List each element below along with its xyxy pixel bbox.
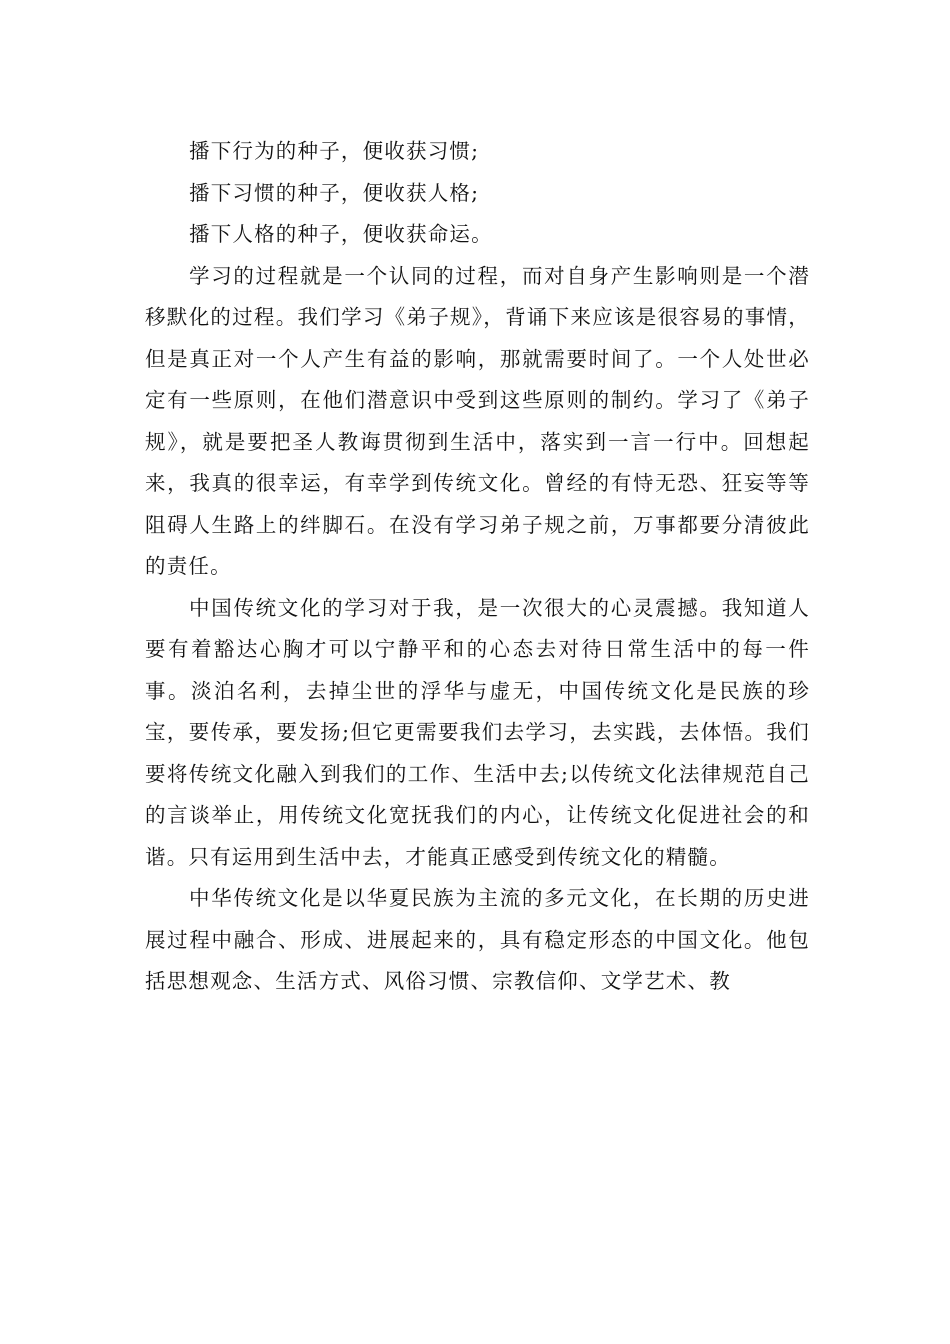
paragraph-learning-process: 学习的过程就是一个认同的过程，而对自身产生影响则是一个潜移默化的过程。我们学习《弟子规》，背诵下来应该是很容易的事情，但是真正对一个人产生有益的影响，那就需要时间了。一个人处世必定有一些原则，在他们潜意识中受到这些原则的制约。学习了《弟子规》，就是要把圣人教诲贯彻到生活中，落实到一言一行中。回想起来，我真的很幸运，有幸学到传统文化。曾经的有恃无恐、狂妄等等阻碍人生路上的绊脚石。在没有学习弟子规之前，万事都要分清彼此的责任。 (145, 263, 810, 578)
document-body (145, 131, 810, 1003)
paragraph-chinese-culture-definition: 中华传统文化是以华夏民族为主流的多元文化，在长期的历史进展过程中融合、形成、进展起来的，具有稳定形态的中国文化。他包括思想观念、生活方式、风俗习惯、宗教信仰、文学艺术、教 (145, 886, 810, 993)
verse-line-character: 播下人格的种子，便收获命运。 (189, 222, 493, 246)
verse-line-behavior: 播下行为的种子，便收获习惯; (189, 139, 480, 163)
verse-line-habit: 播下习惯的种子，便收获人格; (189, 180, 480, 205)
paragraph-traditional-culture-impact: 中国传统文化的学习对于我，是一次很大的心灵震撼。我知道人要有着豁达心胸才可以宁静平和的心态去对待日常生活中的每一件事。淡泊名利，去掉尘世的浮华与虚无，中国传统文化是民族的珍宝，要传承，要发扬;但它更需要我们去学习，去实践，去体悟。我们要将传统文化融入到我们的工作、生活中去;以传统文化法律规范自己的言谈举止，用传统文化宽抚我们的内心，让传统文化促进社会的和谐。只有运用到生活中去，才能真正感受到传统文化的精髓。 (145, 595, 810, 869)
